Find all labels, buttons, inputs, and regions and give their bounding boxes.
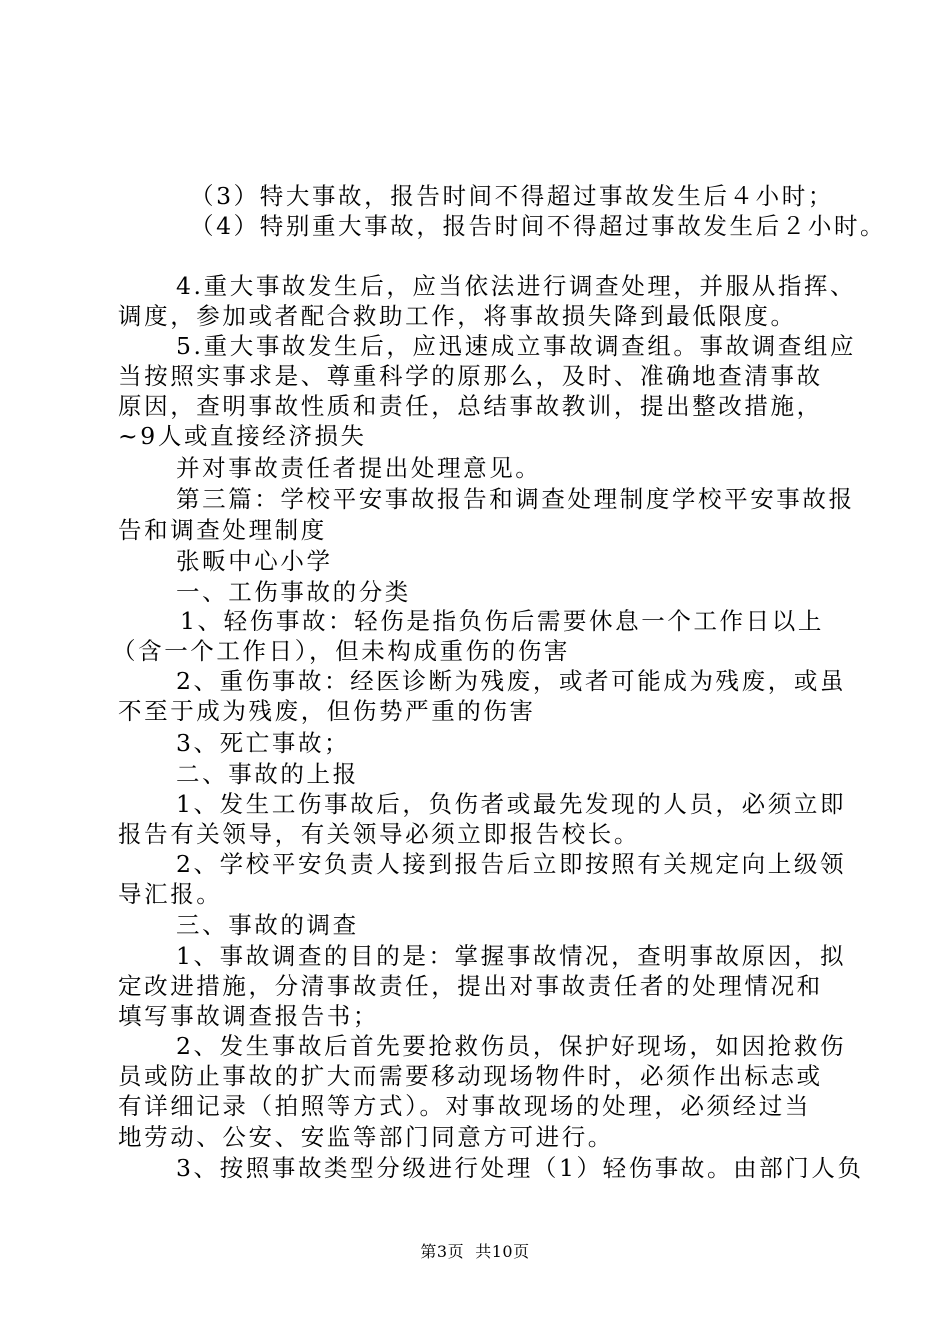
text-line-22: 2、学校平安负责人接到报告后立即按照有关规定向上级领 (176, 850, 847, 878)
text-line-29: 员或防止事故的扩大而需要移动现场物件时，必须作出标志或 (118, 1062, 823, 1090)
text-line-9: 并对事故责任者提出处理意见。 (176, 454, 542, 482)
text-line-7: 原因，查明事故性质和责任，总结事故教训，提出整改措施， (118, 392, 823, 420)
text-line-15: （含一个工作日），但未构成重伤的伤害 (112, 637, 571, 665)
text-line-27: 填写事故调查报告书； (118, 1002, 379, 1030)
text-line-26: 定改进措施，分清事故责任，提出对事故责任者的处理情况和 (118, 972, 823, 1000)
text-line-30: 有详细记录（拍照等方式）。对事故现场的处理，必须经过当 (118, 1092, 811, 1120)
text-line-20: 1、发生工伤事故后，负伤者或最先发现的人员，必须立即 (176, 790, 847, 818)
text-line-17: 不至于成为残废，但伤势严重的伤害 (118, 697, 536, 725)
text-line-24: 三、事故的调查 (176, 911, 359, 939)
text-line-12: 张畈中心小学 (176, 547, 333, 575)
text-line-32: 3、按照事故类型分级进行处理（1）轻伤事故。由部门人负 (176, 1154, 864, 1182)
text-line-25: 1、事故调查的目的是：掌握事故情况，查明事故原因，拟 (176, 942, 847, 970)
text-line-19: 二、事故的上报 (176, 760, 359, 788)
text-line-6: 当按照实事求是、尊重科学的原那么，及时、准确地查清事故 (118, 362, 823, 390)
text-line-1: （3）特大事故，报告时间不得超过事故发生后４小时； (190, 182, 834, 210)
text-line-13: 一、工伤事故的分类 (176, 578, 411, 606)
text-line-4: 调度，参加或者配合救助工作，将事故损失降到最低限度。 (118, 302, 797, 330)
text-line-2: （4）特别重大事故，报告时间不得超过事故发生后２小时。 (190, 212, 887, 240)
text-line-21: 报告有关领导，有关领导必须立即报告校长。 (118, 820, 640, 848)
page-number-footer: 第3页 共10页 (420, 1242, 530, 1261)
text-line-3: 4.重大事故发生后，应当依法进行调查处理，并服从指挥、 (176, 272, 857, 300)
text-line-31: 地劳动、公安、安监等部门同意方可进行。 (118, 1123, 614, 1151)
text-line-28: 2、发生事故后首先要抢救伤员，保护好现场，如因抢救伤 (176, 1032, 847, 1060)
text-line-8: ~9人或直接经济损失 (118, 422, 367, 450)
text-line-18: 3、死亡事故； (176, 729, 351, 757)
text-line-5: 5.重大事故发生后，应迅速成立事故调查组。事故调查组应 (176, 332, 857, 360)
text-line-14: 1、轻伤事故：轻伤是指负伤后需要休息一个工作日以上 (180, 607, 824, 635)
text-line-11: 告和调查处理制度 (118, 516, 327, 544)
text-line-16: 2、重伤事故：经医诊断为残废，或者可能成为残废，或虽 (176, 667, 847, 695)
text-line-10: 第三篇：学校平安事故报告和调查处理制度学校平安事故报 (176, 485, 855, 513)
text-line-23: 导汇报。 (118, 880, 223, 908)
